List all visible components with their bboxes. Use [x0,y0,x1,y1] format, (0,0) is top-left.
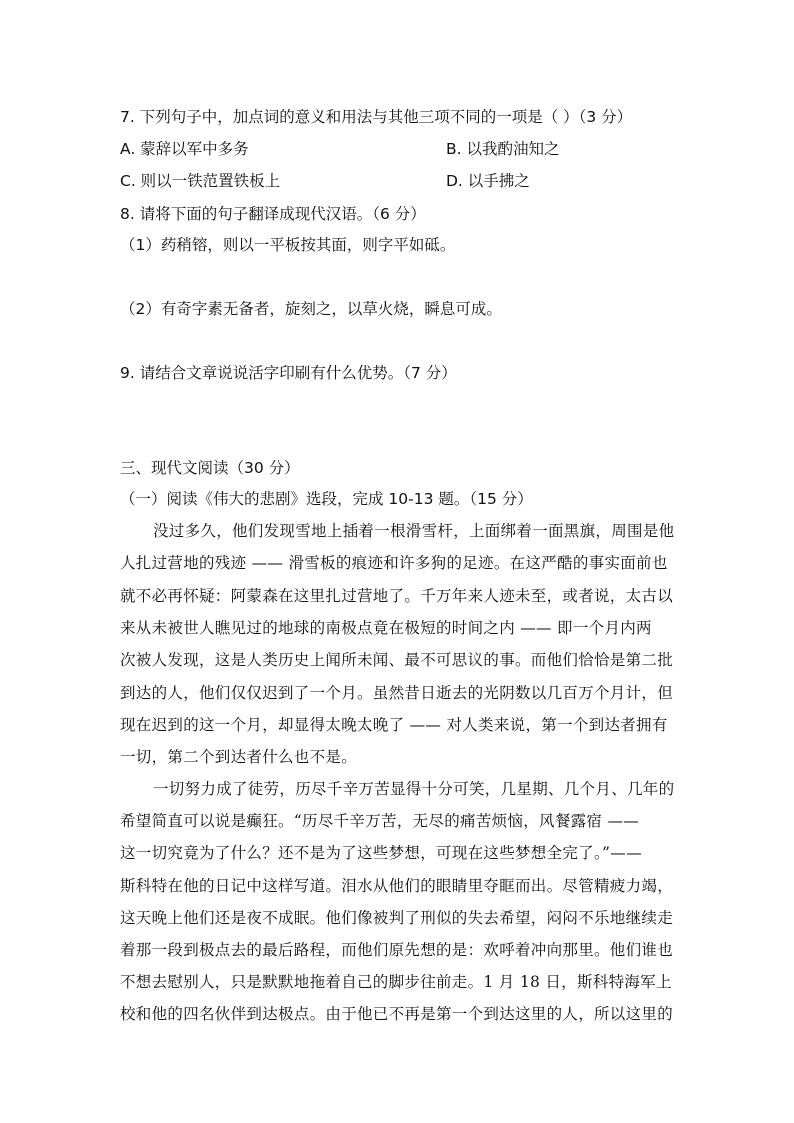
passage-line: 现在迟到的这一个月，却显得太晚太晚了 —— 对人类来说，第一个到达者拥有 [120,716,668,734]
question-7-options-row-1 [120,139,680,159]
passage-line: 一切努力成了徒劳，历尽千辛万苦显得十分可笑，几星期、几个月、几年的 [153,780,675,798]
passage-line: 没过多久，他们发现雪地上插着一根滑雪杆，上面绑着一面黑旗，周围是他 [153,522,675,540]
passage-line: 次被人发现，这是人类历史上闻所未闻、最不可思议的事。而他们恰恰是第二批 [120,651,674,669]
option-b: B. 以我酌油知之 [446,140,560,158]
option-d: D. 以手拂之 [446,172,530,190]
passage-line: 来从未被世人瞧见过的地球的南极点竟在极短的时间之内 —— 即一个月内两 [120,619,652,637]
passage-line: 一切，第二个到达者什么也不是。 [120,748,358,766]
passage-line: 校和他的四名伙伴到达极点。由于他已不再是第一个到达这里的人，所以这里的 [120,1005,674,1023]
option-a: A. 蒙辞以军中多务 [120,140,249,158]
question-9-stem: 9. 请结合文章说说活字印刷有什么优势。（7 分） [120,364,457,382]
passage-line: 这天晚上他们还是夜不成眠。他们像被判了刑似的失去希望，闷闷不乐地继续走 [120,909,674,927]
passage-line: 希望简直可以说是癫狂。“历尽千辛万苦，无尽的痛苦烦恼，风餐露宿 —— [120,812,640,830]
question-8-stem: 8. 请将下面的句子翻译成现代汉语。（6 分） [120,205,426,223]
passage-line: 不想去慰别人，只是默默地拖着自己的脚步往前走。1 月 18 日，斯科特海军上 [120,973,672,991]
passage-line: 斯科特在他的日记中这样写道。泪水从他们的眼睛里夺眶而出。尽管精疲力竭， [120,877,674,895]
section-sub-heading: （一）阅读《伟大的悲剧》选段，完成 10-13 题。（15 分） [120,490,533,508]
question-8-item-1: （1）药稍镕，则以一平板按其面，则字平如砥。 [120,236,456,254]
question-7-options-row-2 [120,171,680,191]
question-8-item-2: （2）有奇字素无备者，旋刻之，以草火烧，瞬息可成。 [120,300,502,318]
passage-line: 到达的人，他们仅仅迟到了一个月。虽然昔日逝去的光阴数以几百万个月计，但 [120,684,674,702]
passage-line: 人扎过营地的残迹 —— 滑雪板的痕迹和许多狗的足迹。在这严酷的事实面前也 [120,554,668,572]
option-c: C. 则以一铁范置铁板上 [120,172,281,190]
passage-line: 就不必再怀疑：阿蒙森在这里扎过营地了。千万年来人迹未至，或者说，太古以 [120,587,674,605]
passage-line: 着那一段到极点去的最后路程，而他们原先想的是：欢呼着冲向那里。他们谁也 [120,941,674,959]
question-7-stem: 7. 下列句子中，加点词的意义和用法与其他三项不同的一项是（ ）（3 分） [120,108,633,126]
section-heading: 三、现代文阅读（30 分） [120,459,300,477]
passage-line: 这一切究竟为了什么？还不是为了这些梦想，可现在这些梦想全完了。”—— [120,844,642,862]
